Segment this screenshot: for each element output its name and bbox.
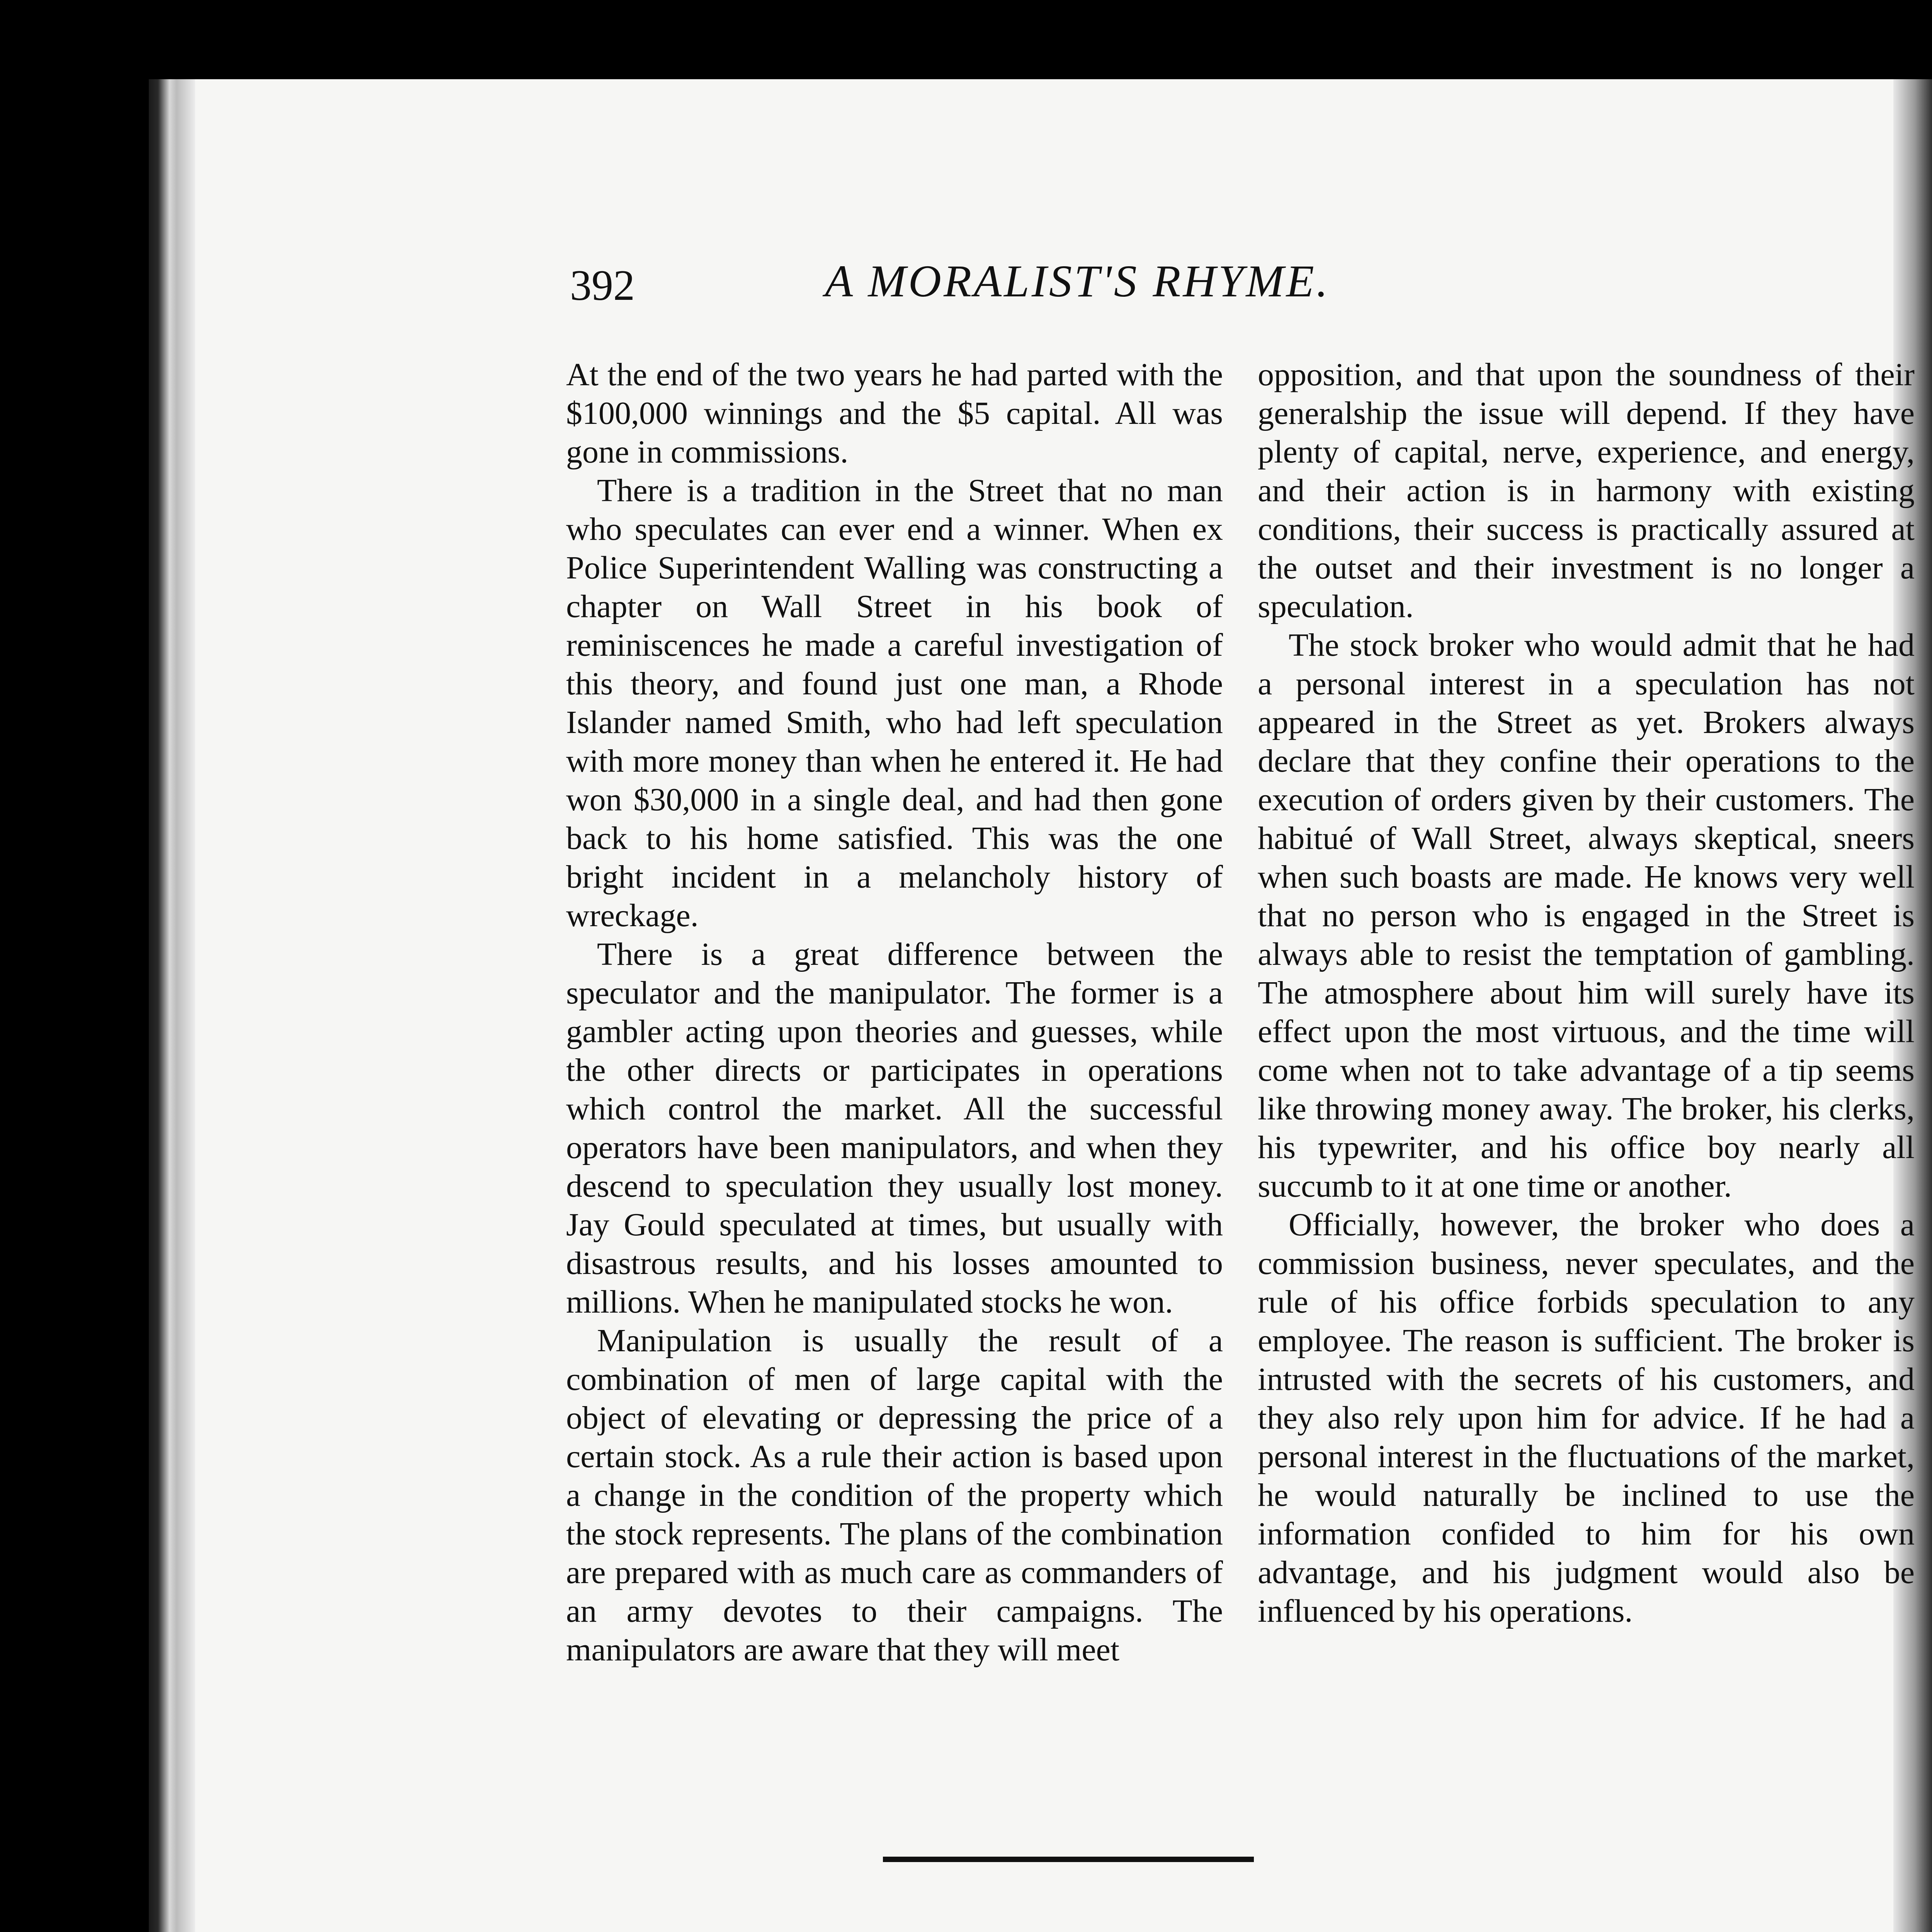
paragraph: There is a tradition in the Street that no man who speculates can ever end a winner. When ex Police Superintendent Walling was constructing a chapter on Wall Street in his book of reminiscences he made a careful investigation of this theory, and found just one man, a Rhode Islander named Smith, who had left speculation with more money than when he entered it. He had won $30,000 in a single deal, and had then gone back to his home satisfied. This was the one bright incident in a melancholy history of wreckage.: [566, 473, 1223, 934]
paragraph: At the end of the two years he had parted with the $100,000 winnings and the $5 capital. All was gone in commissions.: [566, 357, 1223, 470]
page-number: 392: [570, 262, 635, 310]
paragraph: There is a great difference between the speculator and the manipulator. The former is a gambler acting upon theories and guesses, while the other directs or participates in operations which control the market. All the successful operators have been manipulators, and when they descend to speculation they usually lost money. Jay Gould speculated at times, but usually with disastrous results, and his losses amounted to millions. When he manipulated stocks he won.: [566, 936, 1223, 1320]
paragraph: Officially, however, the broker who does a commission business, never speculates, and the rule of his office forbids speculation to any employee. The reason is sufficient. The broker is intrusted with the secrets of his customers, and they also rely upon him for advice. If he had a personal interest in the fluctuations of the market, he would naturally be inclined to use the information confided to him for his own advantage, and his judgment would also be influenced by his operations.: [1258, 1207, 1915, 1629]
section-divider: [883, 1857, 1254, 1862]
book-page: [149, 79, 1932, 1932]
paragraph: Manipulation is usually the result of a combination of men of large capital with the object of elevating or depressing the price of a certain stock. As a rule their action is based upon a change in the condition of the property which the stock represents. The plans of the combination are prepared with as much care as commanders of an army devotes to their campaigns. The manipulators are aware that they will meet: [566, 1323, 1223, 1668]
paragraph: opposition, and that upon the soundness of their generalship the issue will depend. If they have plenty of capital, nerve, experience, and energy, and their action is in harmony with existing conditions, their success is practically assured at the outset and their investment is no longer a speculation.: [1258, 357, 1915, 624]
article-left-column: [566, 355, 1223, 1669]
page-spine-shadow: [149, 79, 195, 1932]
paragraph: The stock broker who would admit that he had a personal interest in a speculation has not appeared in the Street as yet. Brokers always declare that they confine their operations to the execution of orders given by their customers. The habitué of Wall Street, always skeptical, sneers when such boasts are made. He knows very well that no person who is engaged in the Street is always able to resist the temptation of gambling. The atmosphere about him will surely have its effect upon the most virtuous, and the time will come when not to take advantage of a tip seems like throwing money away. The broker, his clerks, his typewriter, and his office boy nearly all succumb to it at one time or another.: [1258, 627, 1915, 1204]
article-right-column: [1258, 355, 1915, 1631]
running-head: A MORALIST'S RHYME.: [825, 256, 1330, 306]
